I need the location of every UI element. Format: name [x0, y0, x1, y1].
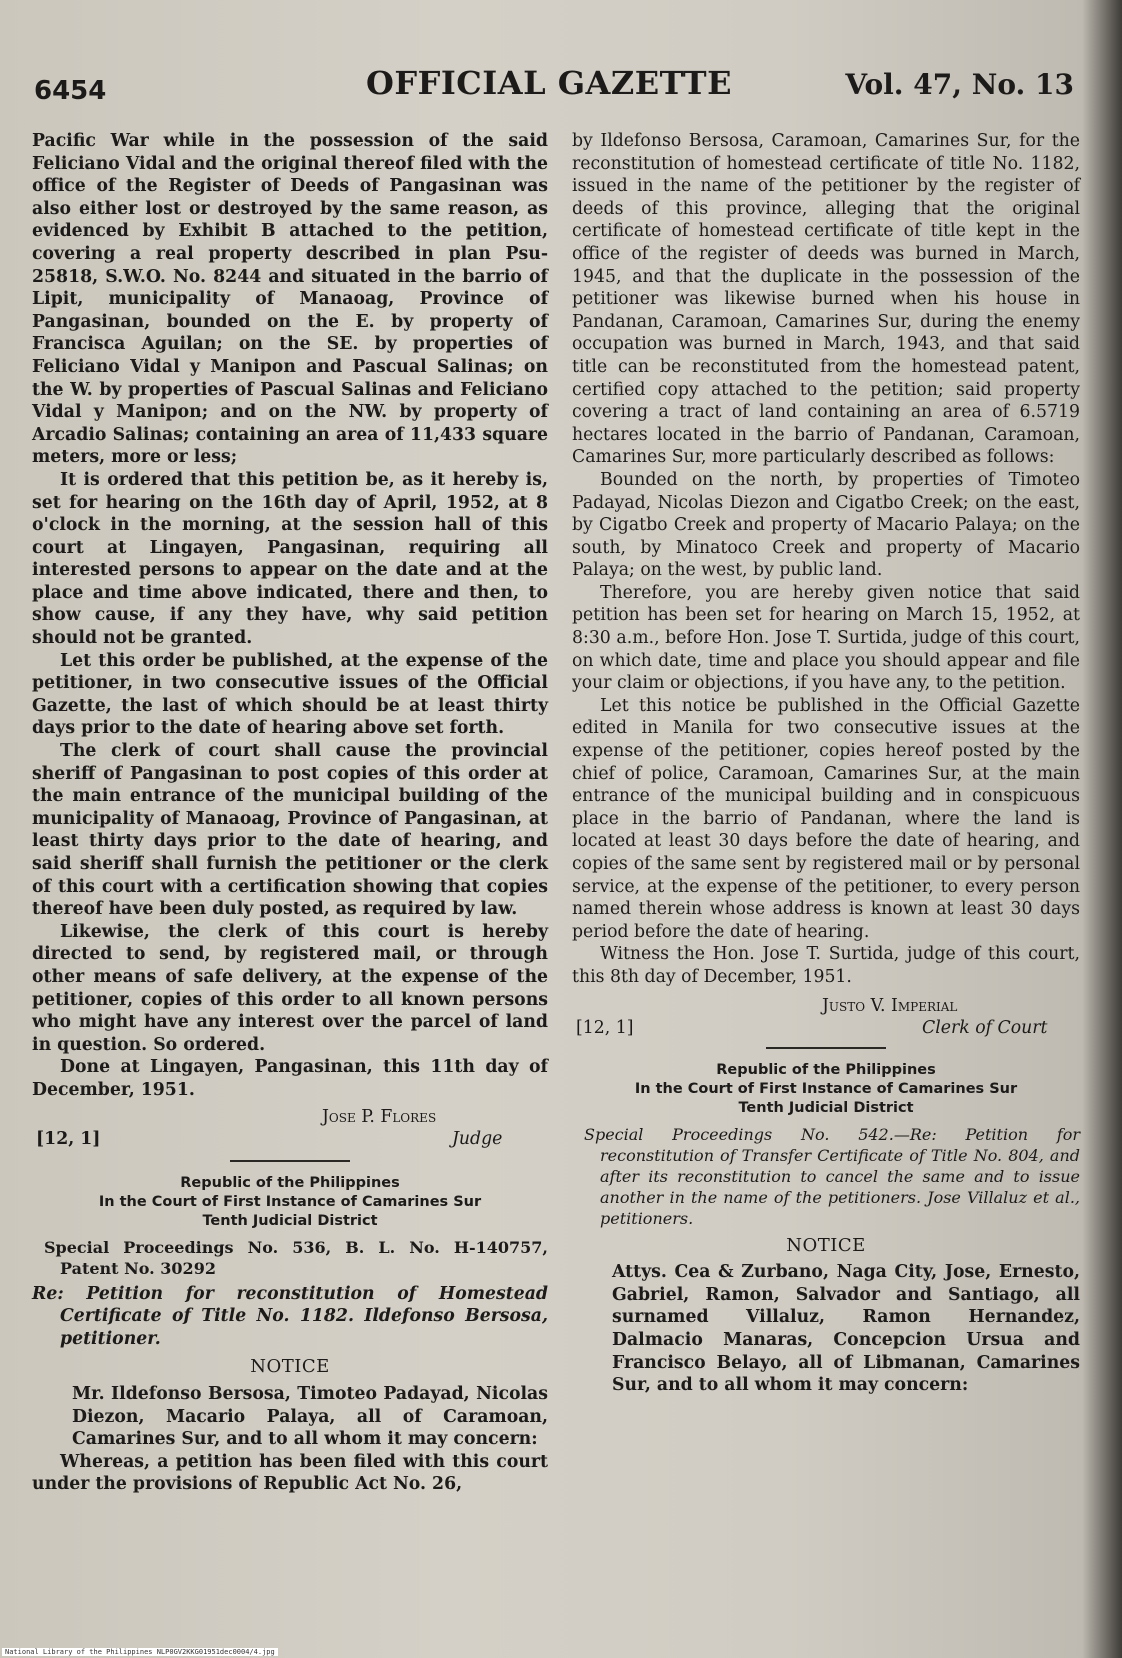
notice-title: NOTICE — [250, 1356, 330, 1378]
signer-name: Justo V. Imperial — [822, 995, 958, 1016]
paragraph: Therefore, you are hereby given notice that said petition has been set for hearing on March 15, 1952, at 8:30 a.m., before Hon. Jose T. Surtida, judge of this court, on which date, time and place you should appear and file your claim or objections, if you have any, to the petition. — [572, 582, 1080, 694]
publication-title: OFFICIAL GAZETTE — [366, 64, 732, 102]
addressees: Attys. Cea & Zurbano, Naga City, Jose, Ernesto, Gabriel, Ramon, Salvador and Santiago, all surnamed Villaluz, Ramon Hernandez, Dalmacio Manaras, Concepcion Ursua and Francisco Belayo, all of Libmanan, Camarines Sur, and to all whom it may concern: — [612, 1262, 1080, 1396]
paragraph: Witness the Hon. Jose T. Surtida, judge of this court, this 8th day of December, 1951. — [572, 944, 1080, 987]
addressees: Mr. Ildefonso Bersosa, Timoteo Padayad, Nicolas Diezon, Macario Palaya, all of Caramoan, Camarines Sur, and to all whom it may concern: — [72, 1383, 548, 1450]
signature-block — [572, 991, 1080, 1039]
issue-reference: [12, 1] — [36, 1128, 101, 1149]
paragraph: Pacific War while in the possession of the said Feliciano Vidal and the original thereof filed with the office of the Register of Deeds of Pangasinan was also either lost or destroyed by the same reason, as evidenced by Exhibit B attached to the petition, covering a real property described in plan Psu-25818, S.W.O. No. 8244 and situated in the barrio of Lipit, municipality of Manaoag, Province of Pangasinan, bounded on the E. by property of Francisca Aguilan; on the SE. by properties of Feliciano Vidal y Manipon and Pascual Salinas; on the W. by properties of Pascual Salinas and Feliciano Vidal y Manipon; and on the NW. by property of Arcadio Salinas; containing an area of 11,433 square meters, more or less; — [32, 131, 548, 468]
paragraph: Likewise, the clerk of this court is hereby directed to send, by registered mail, or through other means of safe delivery, at the expense of the petitioner, copies of this order to all known persons who might have any interest over the parcel of land in question. So ordered. — [32, 921, 548, 1055]
heading-line: Tenth Judicial District — [738, 1099, 914, 1116]
page-shadow — [1082, 0, 1122, 1658]
court-heading — [572, 1061, 1080, 1118]
paragraph: Whereas, a petition has been filed with this court under the provisions of Republic Act No. 26, — [32, 1451, 548, 1495]
court-heading — [32, 1174, 548, 1231]
page-header — [24, 62, 1074, 112]
signature-block — [32, 1104, 548, 1152]
heading-line: Republic of the Philippines — [716, 1061, 936, 1078]
case-caption: Re: Petition for reconstitution of Homestead Certificate of Title No. 1182. Ildefonso Bersosa, petitioner. — [32, 1283, 548, 1349]
heading-line: Republic of the Philippines — [180, 1174, 400, 1191]
paragraph: Bounded on the north, by properties of Timoteo Padayad, Nicolas Diezon and Cigatbo Creek; on the east, by Cigatbo Creek and property of Macario Palaya; on the south, by Minatoco Creek and property of Macario Palaya; on the west, by public land. — [572, 469, 1080, 581]
heading-line: In the Court of First Instance of Camarines Sur — [634, 1080, 1018, 1097]
paragraph: Let this notice be published in the Official Gazette edited in Manila for two consecutive issues at the expense of the petitioner, copies hereof posted by the chief of police, Caramoan, Camarines Sur, at the main entrance of the municipal building and in conspicuous place in the barrio of Pandanan, where the land is located at least 30 days before the date of hearing, and copies of the same sent by registered mail or by personal service, at the expense of the petitioner, to every person named therein whose address is known at least 30 days period before the date of hearing. — [572, 695, 1080, 942]
divider — [766, 1047, 886, 1049]
page-number: 6454 — [34, 76, 107, 106]
proceedings-number: Special Proceedings No. 536, B. L. No. H-140757, Patent No. 30292 — [44, 1237, 548, 1278]
heading-line: Tenth Judicial District — [202, 1212, 378, 1229]
volume-number: Vol. 47, No. 13 — [845, 68, 1074, 101]
paragraph: by Ildefonso Bersosa, Caramoan, Camarines Sur, for the reconstitution of homestead certificate of title No. 1182, issued in the name of the petitioner by the register of deeds of this province, alleging that the original certificate of homestead certificate of title kept in the office of the register of deeds was burned in March, 1945, and that the duplicate in the possession of the petitioner was likewise burned when his house in Pandanan, Caramoan, Camarines Sur, during the enemy occupation was burned in March, 1943, and that said title can be reconstituted from the homestead patent, certified copy attached to the petition; said property covering a tract of land containing an area of 6.5719 hectares located in the barrio of Pandanan, Caramoan, Camarines Sur, more particularly described as follows: — [572, 131, 1080, 468]
signer-title: Clerk of Court — [922, 1017, 1048, 1038]
paragraph: Done at Lingayen, Pangasinan, this 11th day of December, 1951. — [32, 1057, 548, 1100]
divider — [230, 1160, 350, 1162]
paragraph: It is ordered that this petition be, as it hereby is, set for hearing on the 16th day of April, 1952, at 8 o'clock in the morning, at the session hall of this court at Lingayen, Pangasinan, requiring all interested persons to appear on the date and at the place and time above indicated, there and then, to show cause, if any they have, why said petition should not be granted. — [32, 469, 548, 649]
proceedings-caption: Special Proceedings No. 542.—Re: Petition for reconstitution of Transfer Certificate of Title No. 804, and after its reconstitution to cancel the same and to issue another in the name of the petitioners. Jose Villaluz et al., petitioners. — [584, 1124, 1080, 1228]
left-column — [32, 130, 548, 1496]
scan-footer: National Library of the Philippines NLP0GV2KKG01951dec0004/4.jpg — [2, 1648, 278, 1656]
paragraph: Let this order be published, at the expense of the petitioner, in two consecutive issues of the Official Gazette, the last of which should be at least thirty days prior to the date of hearing above set forth. — [32, 650, 548, 739]
issue-reference: [12, 1] — [576, 1017, 634, 1038]
heading-line: In the Court of First Instance of Camarines Sur — [98, 1193, 482, 1210]
signer-name: Jose P. Flores — [322, 1106, 437, 1127]
notice-title: NOTICE — [786, 1234, 866, 1256]
signer-title: Judge — [452, 1128, 503, 1149]
right-column — [572, 130, 1080, 1397]
paragraph: The clerk of court shall cause the provincial sheriff of Pangasinan to post copies of this order at the main entrance of the municipal building of the municipality of Manaoag, Province of Pangasinan, at least thirty days prior to the date of hearing, and said sheriff shall furnish the petitioner or the clerk of this court with a certification showing that copies thereof have been duly posted, as required by law. — [32, 741, 548, 920]
